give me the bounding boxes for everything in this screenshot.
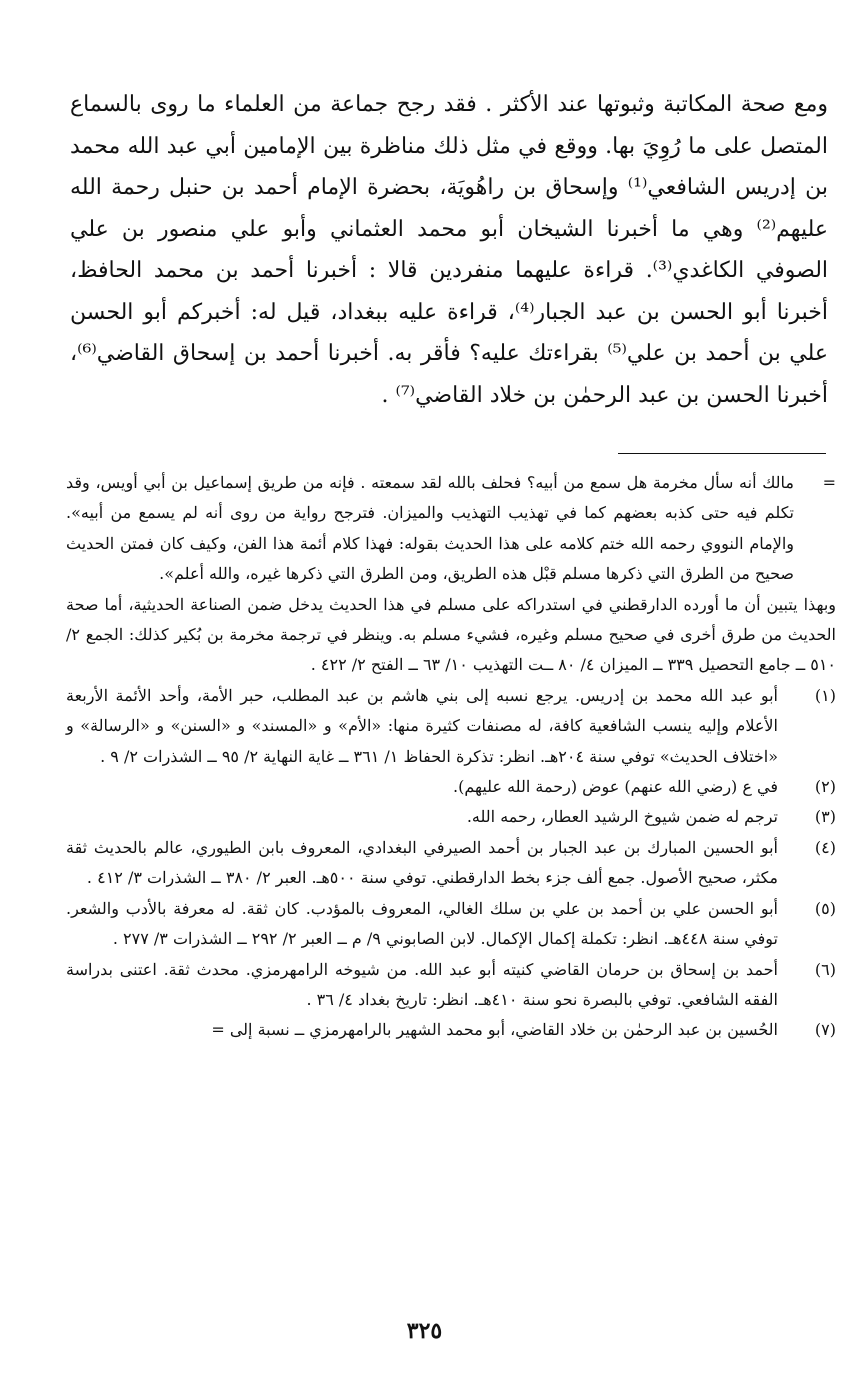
footnotes: [66, 468, 836, 1046]
footnote-text: أبو عبد الله محمد بن إدريس. يرجع نسبه إلى بني هاشم بن عبد المطلب، حبر الأمة، وأحد الأئمة الأربعة الأعلام وإليه ينسب الشافعية كافة، له مصنفات كثيرة منها: «الأم» و «المسند» و «السنن» و «الرسالة» و «اختلاف الحديث» توفي سنة ٢٠٤هـ. انظر: تذكرة الحفاظ ١/ ٣٦١ ــ غاية النهاية ٢/ ٩٥ ــ الشذرات ٢/ ٩ .: [66, 685, 778, 766]
footnote-text: في ع (رضي الله عنهم) عوض (رحمة الله عليهم).: [452, 777, 778, 797]
main-text: [70, 84, 828, 416]
footnote-text: أبو الحسن علي بن أحمد بن علي بن سلك الغالي، المعروف بالمؤدب. كان ثقة. له معرفة بالأدب والشعر. توفي سنة ٤٤٨هـ. انظر: تكملة إكمال الإكمال. لابن الصابوني ٩/ م ــ العبر ٢/ ٢٩٢ ــ الشذرات ٣/ ٢٧٧ .: [66, 898, 778, 949]
continuation-paragraph: مالك أنه سأل مخرمة هل سمع من أبيه؟ فحلف بالله لقد سمعته . فإنه من طريق إسماعيل بن أبي أويس، وقد تكلم فيه حتى كذبه بعضهم كما في تهذيب التهذيب والميزان. فترجح رواية من روى أنه لم يسمع من أبيه». والإمام النووي رحمه الله ختم كلامه على هذا الحديث بقوله: فهذا كلام أئمة هذا الفن، وكيف كان فمتن الحديث صحيح من الطرق التي ذكرها مسلم قبْل هذه الطريق، ومن الطرق التي ذكرها غيره، والله أعلم».: [66, 473, 794, 584]
footnote-4: [66, 833, 836, 894]
footnote-text: الحُسين بن عبد الرحمٰن بن خلاد القاضي، أبو محمد الشهير بالرامهرمزي ــ نسبة إلى =: [211, 1020, 778, 1040]
footnote-2: [66, 772, 836, 802]
footnote-separator: [618, 453, 826, 454]
footnote-5: [66, 894, 836, 955]
footnote-number: (٦): [814, 959, 836, 979]
footnote-number: (٣): [814, 807, 836, 827]
footnote-number: (٧): [814, 1020, 836, 1040]
footnote-number: (٥): [814, 898, 836, 918]
footnote-continuation: [66, 468, 836, 590]
footnote-1: [66, 681, 836, 772]
footnote-3: [66, 802, 836, 832]
continuation-subparagraph: وبهذا يتبين أن ما أورده الدارقطني في استدراكه على مسلم في هذا الحديث يدخل ضمن الصناعة الحديثية، أما صحة الحديث من طرق أخرى في صحيح مسلم وغيره، فشيء مسلم به. وينظر في ترجمة مخرمة بن بُكير كذلك: الجمع ٢/ ٥١٠ ــ جامع التحصيل ٣٣٩ ــ الميزان ٤/ ٨٠ ــت التهذيب ١٠/ ٦٣ ــ الفتح ٢/ ٤٢٢ .: [66, 594, 836, 675]
footnote-7: [66, 1015, 836, 1045]
page-number: ٣٢٥: [406, 1318, 443, 1344]
continuation-marker: =: [822, 473, 836, 492]
main-paragraph: ومع صحة المكاتبة وثبوتها عند الأكثر . فقد رجح جماعة من العلماء ما روى بالسماع المتصل على ما رُوِيَ بها. ووقع في مثل ذلك مناظرة بين الإمامين أبي عبد الله محمد بن إدريس الشافعي⁽¹⁾ وإسحاق بن راهُويَة، بحضرة الإمام أحمد بن حنبل رحمة الله عليهم⁽²⁾ وهي ما أخبرنا الشيخان أبو محمد العثماني وأبو علي منصور بن علي الصوفي الكاغدي⁽³⁾. قراءة عليهما منفردين قالا : أخبرنا أحمد بن محمد الحافظ، أخبرنا أبو الحسن بن عبد الجبار⁽⁴⁾، قراءة عليه ببغداد، قيل له: أخبركم أبو الحسن علي بن أحمد بن علي⁽⁵⁾ بقراءتك عليه؟ فأقر به. أخبرنا أحمد بن إسحاق القاضي⁽⁶⁾، أخبرنا الحسن بن عبد الرحمٰن بن خلاد القاضي⁽⁷⁾ .: [70, 92, 829, 408]
footnote-text: أبو الحسين المبارك بن عبد الجبار بن أحمد الصيرفي البغدادي، المعروف بابن الطيوري، عالم بالحديث ثقة مكثر، صحيح الأصول. جمع ألف جزء بخط الدارقطني. توفي سنة ٥٠٠هـ. العبر ٢/ ٣٨٠ ــ الشذرات ٣/ ٤١٢ .: [66, 837, 778, 888]
footnote-number: (١): [814, 685, 836, 705]
footnote-text: أحمد بن إسحاق بن حرمان القاضي كنيته أبو عبد الله. من شيوخه الرامهرمزي. محدث ثقة. اعتنى بدراسة الفقه الشافعي. توفي بالبصرة نحو سنة ٤١٠هـ. انظر: تاريخ بغداد ٤/ ٣٦ .: [66, 959, 778, 1009]
footnote-number: (٤): [814, 837, 836, 857]
footnote-6: [66, 955, 836, 1016]
footnote-text: ترجم له ضمن شيوخ الرشيد العطار، رحمه الله.: [466, 807, 778, 827]
footnote-number: (٢): [814, 777, 836, 797]
